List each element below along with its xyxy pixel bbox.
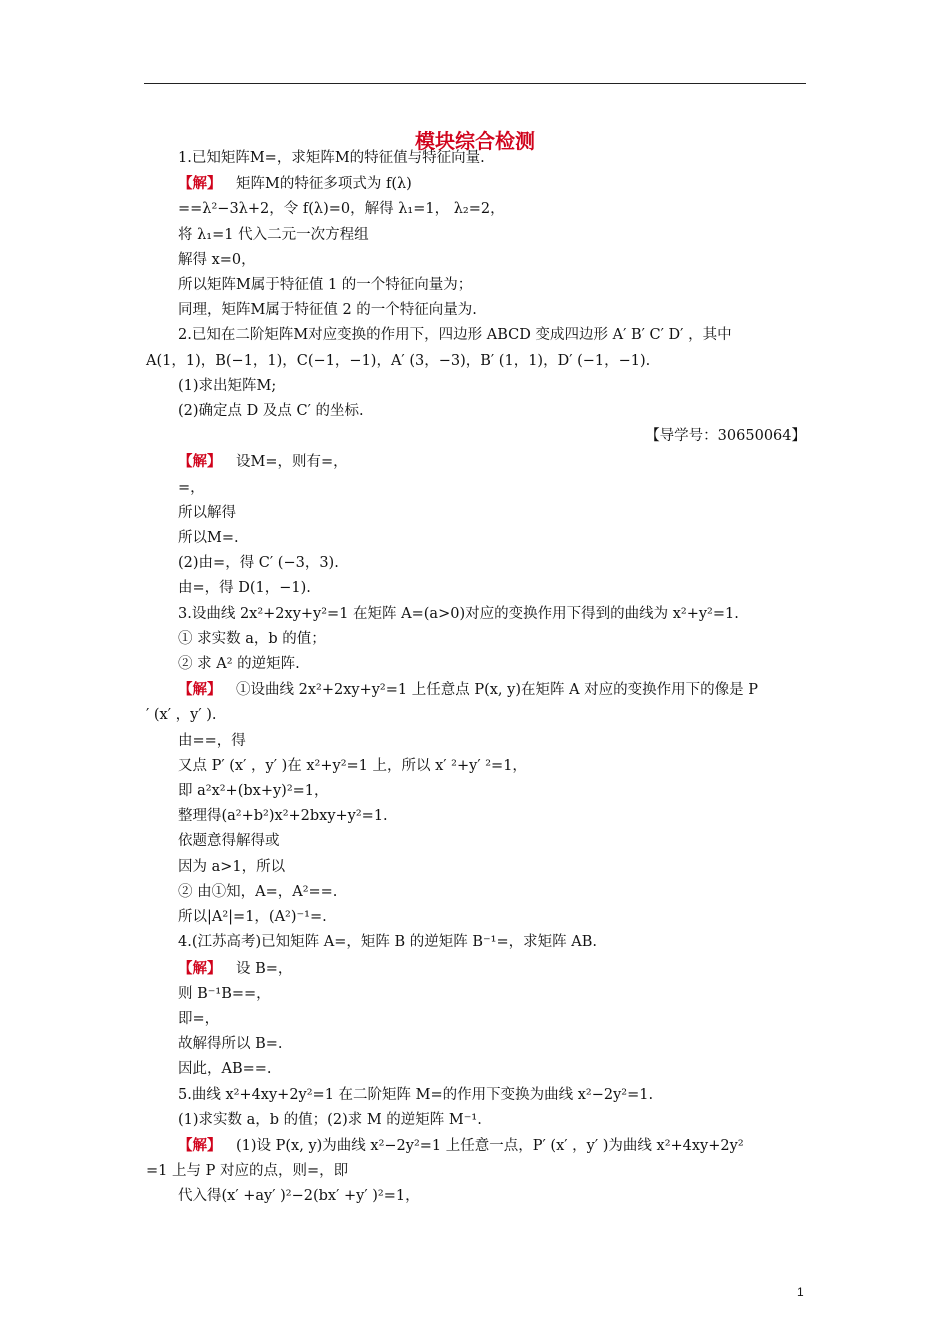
solution-tag: 【解】 xyxy=(178,959,222,977)
line-text: 1.已知矩阵M=，求矩阵M的特征值与特征向量. xyxy=(178,150,485,166)
text-line xyxy=(146,197,806,222)
header-rule xyxy=(144,83,806,84)
text-line xyxy=(146,829,806,854)
text-line xyxy=(146,449,806,475)
text-line xyxy=(146,374,806,399)
line-text: (1)设 P(x, y)为曲线 x²−2y²=1 上任意一点，P′ (x′ ，y′ )为曲线 x²+4xy+2y² xyxy=(236,1137,744,1154)
line-text: ② 由①知，A=，A²==. xyxy=(178,883,338,900)
text-line xyxy=(146,703,806,728)
line-text: 4.(江苏高考)已知矩阵 A=，矩阵 B 的逆矩阵 B⁻¹=，求矩阵 AB. xyxy=(178,934,597,951)
line-text: 3.设曲线 2x²+2xy+y²=1 在矩阵 A=(a>0)对应的变换作用下得到的曲线为 x²+y²=1. xyxy=(178,605,739,622)
line-text: ′ (x′ ，y′ ). xyxy=(146,707,217,724)
line-text: ==λ²−3λ+2，令 f(λ)=0，解得 λ₁=1， λ₂=2， xyxy=(178,201,505,218)
text-line xyxy=(146,1108,806,1133)
text-line xyxy=(146,905,806,930)
text-line xyxy=(146,930,806,955)
text-line xyxy=(146,779,806,804)
text-line xyxy=(146,424,806,449)
text-line xyxy=(146,956,806,982)
solution-tag: 【解】 xyxy=(178,1136,222,1154)
text-line xyxy=(146,855,806,880)
text-line xyxy=(146,248,806,273)
text-line xyxy=(146,1159,806,1184)
line-text: 矩阵M的特征多项式为 f(λ) xyxy=(236,176,412,193)
line-text: (2)确定点 D 及点 C′ 的坐标. xyxy=(178,403,364,420)
line-text: 所以M=. xyxy=(178,530,239,547)
solution-tag: 【解】 xyxy=(178,681,222,699)
line-text: 即=， xyxy=(178,1010,220,1027)
text-line xyxy=(146,399,806,424)
line-text: 即 a²x²+(bx+y)²=1， xyxy=(178,783,329,800)
text-line xyxy=(146,880,806,905)
line-text: A(1，1)，B(−1，1)，C(−1，−1)，A′ (3，−3)，B′ (1，1)，D′ (−1，−1). xyxy=(146,352,651,369)
line-text: 因为 a>1，所以 xyxy=(178,858,286,875)
text-line xyxy=(146,1007,806,1032)
line-text: 整理得(a²+b²)x²+2bxy+y²=1. xyxy=(178,808,388,825)
solution-tag: 【解】 xyxy=(178,453,222,471)
text-line xyxy=(146,526,806,551)
text-line xyxy=(146,1184,806,1209)
line-text: 将 λ₁=1 代入二元一次方程组 xyxy=(178,226,369,243)
line-text: 设 B=， xyxy=(236,960,293,977)
text-line xyxy=(146,146,806,171)
line-text: 又点 P′ (x′ ，y′ )在 x²+y²=1 上，所以 x′ ²+y′ ²=1， xyxy=(178,757,527,774)
line-text: (1)求出矩阵M; xyxy=(178,377,277,394)
line-text: =1 上与 P 对应的点，则=，即 xyxy=(146,1163,349,1180)
line-text: 2.已知在二阶矩阵M对应变换的作用下，四边形 ABCD 变成四边形 A′ B′ C′ D′ ，其中 xyxy=(178,327,732,344)
line-text: 由=，得 D(1，−1). xyxy=(178,580,311,597)
text-line xyxy=(146,1057,806,1082)
solution-tag: 【解】 xyxy=(178,175,222,193)
line-text: 故解得所以 B=. xyxy=(178,1036,283,1053)
page-number: 1 xyxy=(797,1285,804,1299)
line-text: 所以解得 xyxy=(178,504,236,521)
line-text: =， xyxy=(178,479,205,496)
line-text: 因此，AB==. xyxy=(178,1061,272,1078)
text-line xyxy=(146,652,806,677)
text-line xyxy=(146,804,806,829)
text-line xyxy=(146,982,806,1007)
text-line xyxy=(146,754,806,779)
text-line xyxy=(146,476,806,501)
line-text: 所以|A²|=1，(A²)⁻¹=. xyxy=(178,909,327,926)
text-line xyxy=(146,501,806,526)
line-text: 代入得(x′ +ay′ )²−2(bx′ +y′ )²=1， xyxy=(178,1188,420,1205)
text-line xyxy=(146,349,806,374)
page-title: 模块综合检测 xyxy=(415,129,535,153)
line-text: ①设曲线 2x²+2xy+y²=1 上任意点 P(x, y)在矩阵 A 对应的变换作用下的像是 P xyxy=(236,682,759,699)
text-line xyxy=(146,1133,806,1159)
text-line xyxy=(146,576,806,601)
line-text: 5.曲线 x²+4xy+2y²=1 在二阶矩阵 M=的作用下变换为曲线 x²−2y²=1. xyxy=(178,1086,654,1103)
text-line xyxy=(146,551,806,576)
line-text: ② 求 A² 的逆矩阵. xyxy=(178,656,300,673)
text-line xyxy=(146,602,806,627)
line-text: (1)求实数 a，b 的值；(2)求 M 的逆矩阵 M⁻¹. xyxy=(178,1111,482,1128)
line-text: (2)由=，得 C′ (−3，3). xyxy=(178,555,339,572)
text-line xyxy=(146,677,806,703)
text-line xyxy=(146,223,806,248)
text-line xyxy=(146,1083,806,1108)
text-line xyxy=(146,171,806,197)
text-line xyxy=(146,729,806,754)
line-text: 依题意得解得或 xyxy=(178,833,280,850)
text-line xyxy=(146,298,806,323)
text-line xyxy=(146,1032,806,1057)
text-line xyxy=(146,627,806,652)
line-text: 同理，矩阵M属于特征值 2 的一个特征向量为. xyxy=(178,302,477,319)
text-line xyxy=(146,273,806,298)
document-body xyxy=(146,146,806,1210)
line-text: 【导学号：30650064】 xyxy=(645,428,806,445)
line-text: 设M=，则有=， xyxy=(236,454,348,471)
line-text: 所以矩阵M属于特征值 1 的一个特征向量为； xyxy=(178,277,473,294)
line-text: 则 B⁻¹B==， xyxy=(178,985,271,1002)
line-text: ① 求实数 a，b 的值； xyxy=(178,630,326,647)
text-line xyxy=(146,323,806,348)
line-text: 由==，得 xyxy=(178,732,246,749)
line-text: 解得 x=0， xyxy=(178,251,256,268)
